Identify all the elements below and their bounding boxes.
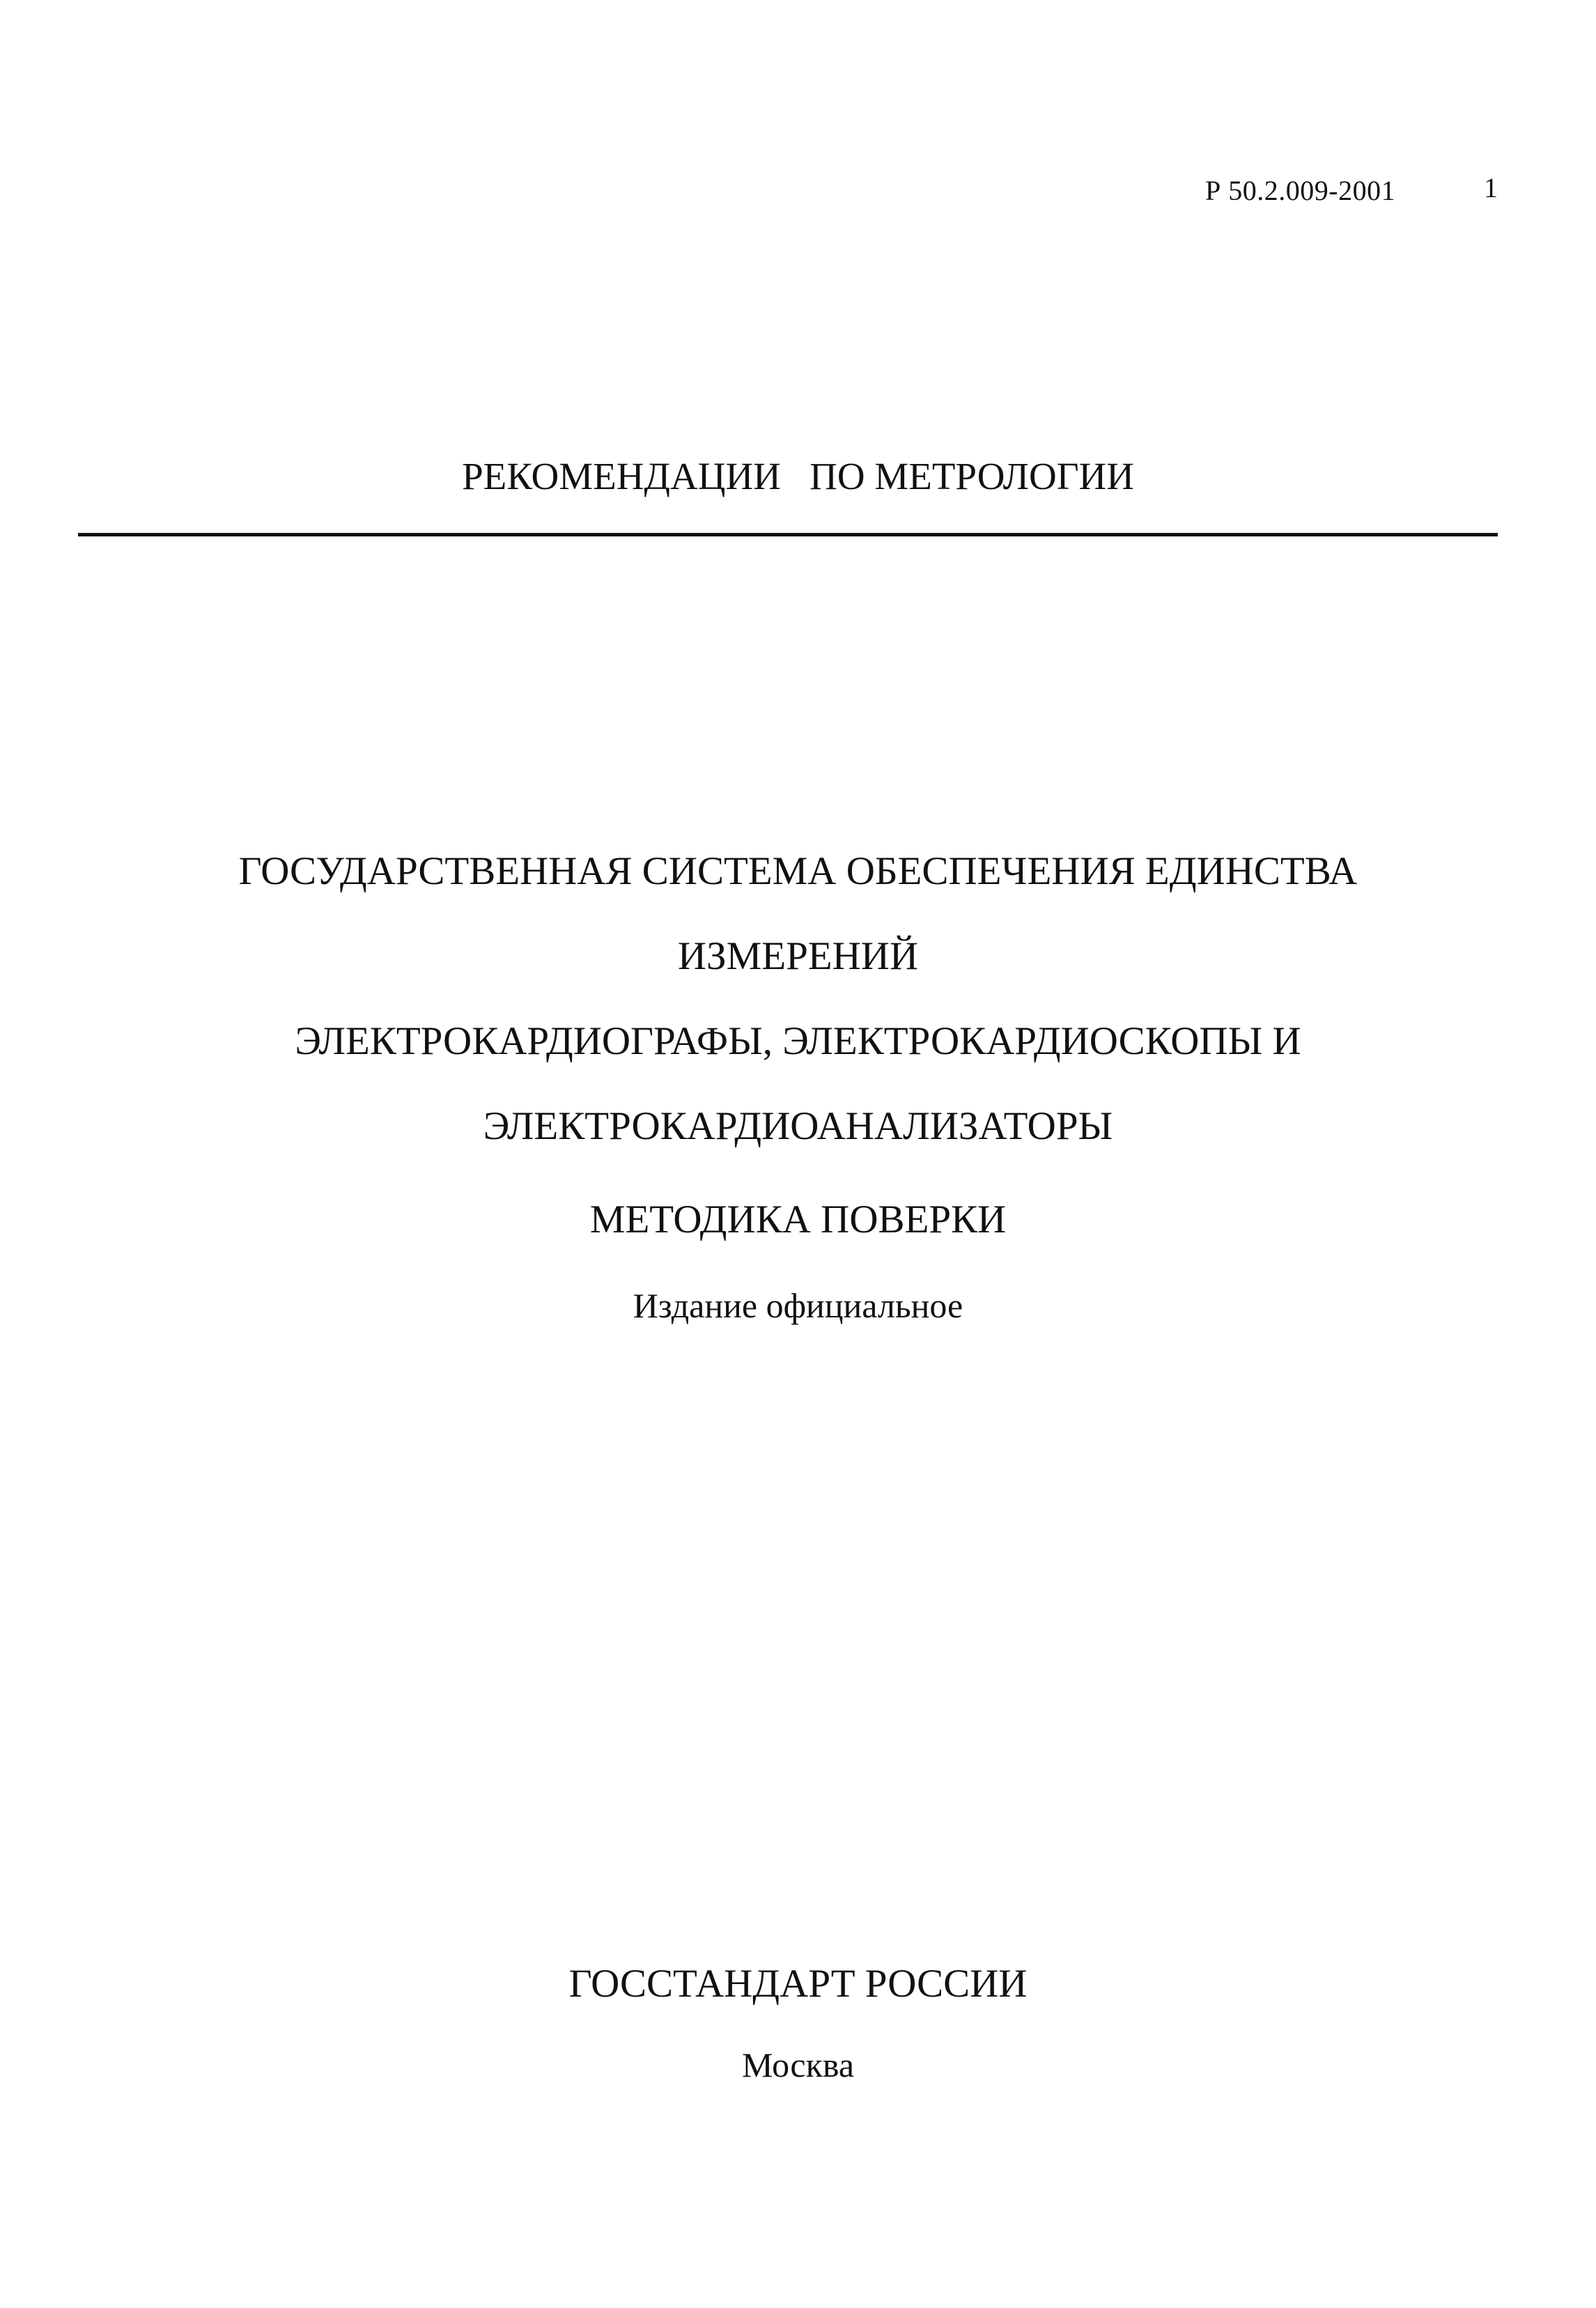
page-number: 1 — [1484, 172, 1498, 203]
horizontal-rule — [78, 533, 1498, 536]
publisher: ГОССТАНДАРТ РОССИИ — [568, 1962, 1028, 2006]
method-title: МЕТОДИКА ПОВЕРКИ — [589, 1198, 1007, 1241]
main-title — [0, 829, 1596, 1169]
main-title-line: ГОСУДАРСТВЕННАЯ СИСТЕМА ОБЕСПЕЧЕНИЯ ЕДИНСТВА — [238, 849, 1358, 893]
main-title-line: ЭЛЕКТРОКАРДИОАНАЛИЗАТОРЫ — [483, 1104, 1113, 1148]
series-title: РЕКОМЕНДАЦИИ ПО МЕТРОЛОГИИ — [462, 455, 1134, 497]
edition-note: Издание официальное — [633, 1286, 963, 1325]
city: Москва — [741, 2045, 855, 2084]
main-title-line: ИЗМЕРЕНИЙ — [677, 934, 919, 978]
document-code: Р 50.2.009-2001 — [1205, 175, 1396, 206]
main-title-line: ЭЛЕКТРОКАРДИОГРАФЫ, ЭЛЕКТРОКАРДИОСКОПЫ И — [295, 1019, 1301, 1063]
